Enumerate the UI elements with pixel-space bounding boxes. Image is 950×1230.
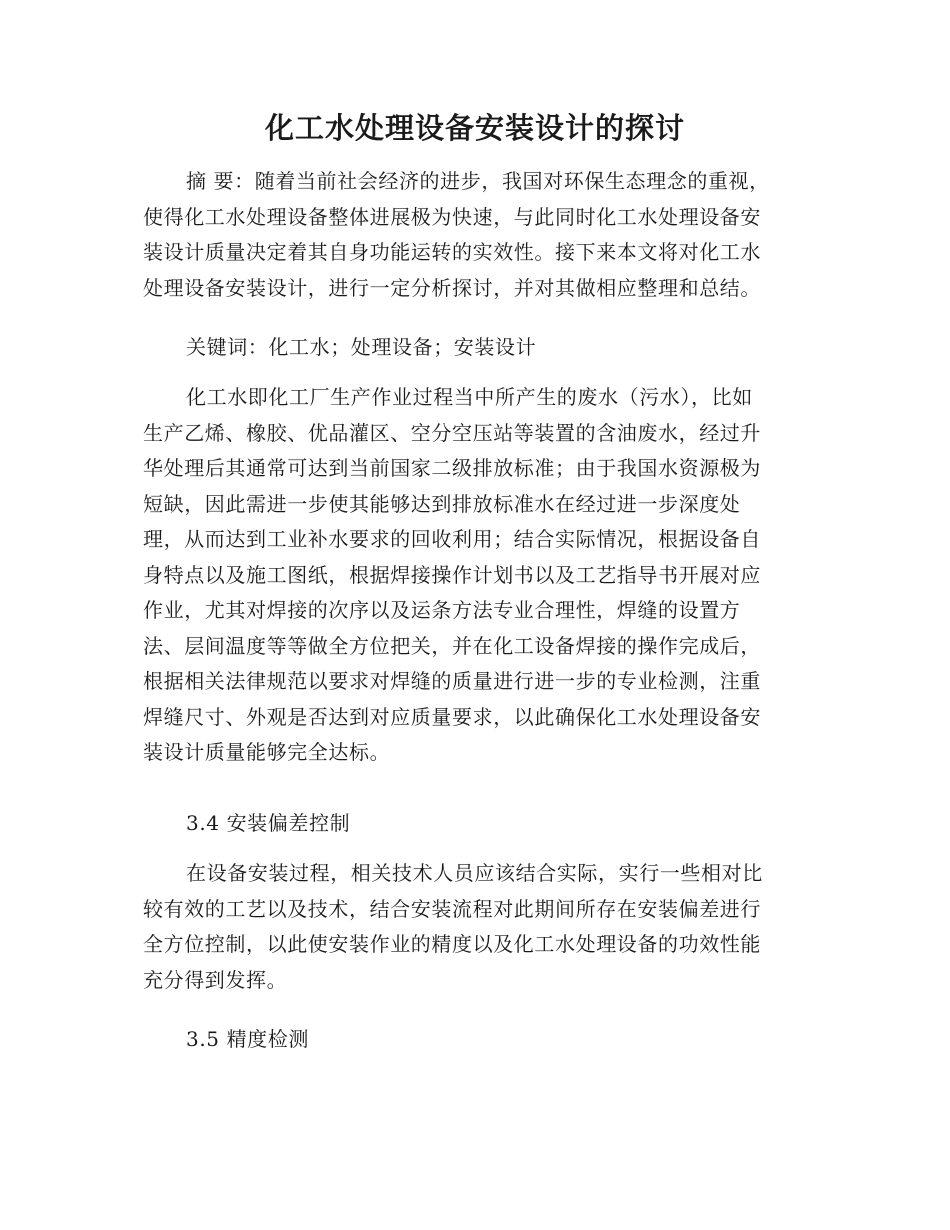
body-line: 作业，尤其对焊接的次序以及运条方法专业合理性，焊缝的设置方 xyxy=(143,598,741,622)
section-3-4-line: 较有效的工艺以及技术，结合安装流程对此期间所存在安装偏差进行 xyxy=(143,896,761,921)
abstract-line: 使得化工水处理设备整体进展极为快速，与此同时化工水处理设备安 xyxy=(143,204,761,229)
section-heading-3-5: 3.5 精度检测 xyxy=(186,1027,309,1051)
section-3-4-line: 在设备安装过程，相关技术人员应该结合实际，实行一些相对比 xyxy=(186,861,763,885)
section-heading-3-4: 3.4 安装偏差控制 xyxy=(186,811,351,835)
body-line: 身特点以及施工图纸，根据焊接操作计划书以及工艺指导书开展对应 xyxy=(143,562,761,587)
section-3-4-paragraph xyxy=(143,856,803,998)
body-line: 生产乙烯、橡胶、优品灌区、空分空压站等装置的含油废水，经过升 xyxy=(143,420,761,445)
body-line: 理，从而达到工业补水要求的回收利用；结合实际情况，根据设备自 xyxy=(143,527,761,551)
section-3-4-line: 全方位控制，以此使安装作业的精度以及化工水处理设备的功效性能 xyxy=(143,932,761,956)
body-line: 装设计质量能够完全达标。 xyxy=(143,740,391,764)
abstract-line: 装设计质量决定着其自身功能运转的实效性。接下来本文将对化工水 xyxy=(143,240,761,264)
body-line: 焊缝尺寸、外观是否达到对应质量要求，以此确保化工水处理设备安 xyxy=(143,704,761,729)
keywords-line: 关键词：化工水；处理设备；安装设计 xyxy=(186,335,537,359)
body-paragraph xyxy=(143,380,803,771)
section-3-4-line: 充分得到发挥。 xyxy=(143,967,288,992)
abstract-paragraph xyxy=(143,164,803,306)
body-line: 短缺，因此需进一步使其能够达到排放标准水在经过进一步深度处 xyxy=(143,491,741,516)
body-line: 根据相关法律规范以要求对焊缝的质量进行进一步的专业检测，注重 xyxy=(143,669,761,693)
document-title: 化工水处理设备安装设计的探讨 xyxy=(264,111,685,145)
body-line: 化工水即化工厂生产作业过程当中所产生的废水（污水），比如 xyxy=(186,385,753,409)
abstract-line: 处理设备安装设计，进行一定分析探讨，并对其做相应整理和总结。 xyxy=(143,275,761,300)
abstract-line: 摘 要：随着当前社会经济的进步，我国对环保生态理念的重视， xyxy=(186,169,770,193)
body-line: 华处理后其通常可达到当前国家二级排放标准；由于我国水资源极为 xyxy=(143,456,761,480)
body-line: 法、层间温度等等做全方位把关，并在化工设备焊接的操作完成后， xyxy=(143,633,761,658)
